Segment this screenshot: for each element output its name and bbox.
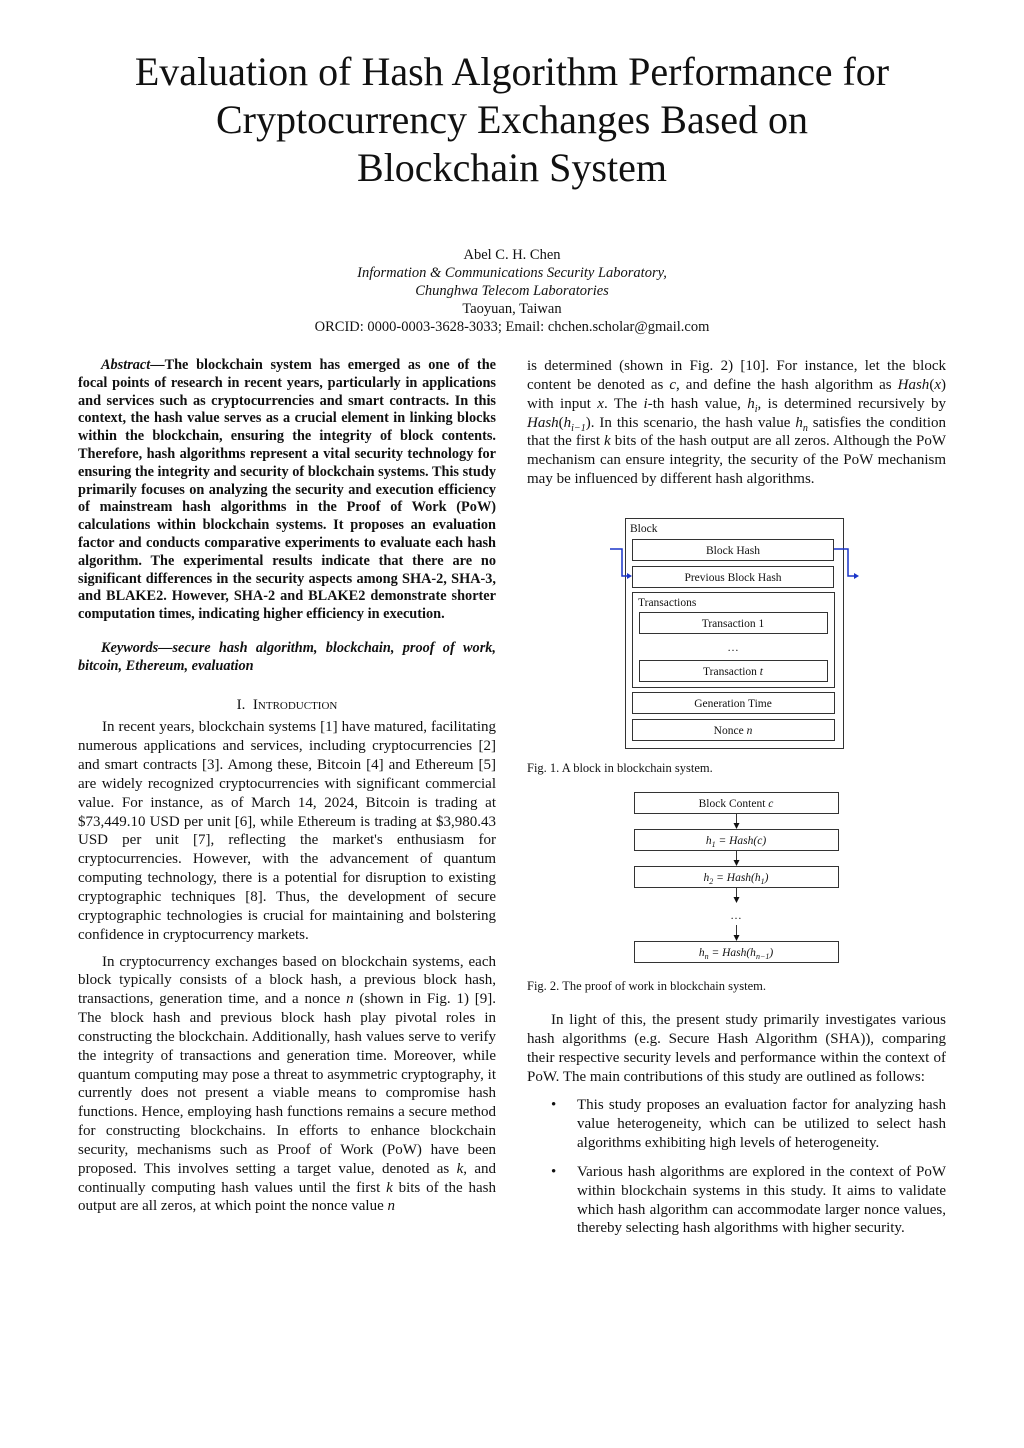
title-line: Blockchain System (357, 145, 667, 190)
content-label: Block Content c (698, 798, 774, 810)
list-item (527, 1096, 946, 1153)
block-hash-label: Block Hash (706, 545, 760, 557)
keywords: Keywords—secure hash algorithm, blockchain, proof of work, bitcoin, Ethereum, evaluation (78, 639, 496, 674)
intro-paragraph-1: In recent years, blockchain systems [1] have matured, facilitating numerous applications and services, including cryptocurrencies [2] and smart contracts [3]. Among these, Bitcoin [4] and Ethereum [5] are widely recognized cryptocurrencies with significant commercial value. For instance, as of March 14, 2024, Bitcoin is trading at $73,449.10 USD per unit [6], while Ethereum is trading at $3,980.43 USD per unit [7], reflecting the market's enthusiasm for cryptocurrencies. However, with the advancement of quantum computing technology, there is a potential for disruption to existing cryptographic techniques [8]. Thus, the development of secure cryptographic technologies is crucial for maintaining and bolstering confidence in cryptocurrency markets. (78, 719, 496, 943)
figure-2-caption: Fig. 2. The proof of work in blockchain system. (527, 979, 766, 993)
intro-paragraph-2: In cryptocurrency exchanges based on blockchain systems, each block typically consists of a block hash, a previous block hash, transactions, generation time, and a nonce n (shown in Fig. 1) [9]. The block hash and previous block hash play pivotal roles in constructing the blockchain. Additionally, hash values serve to verify the integrity of transactions and generation time. Moreover, while quantum computing may pose a threat to asymmetric cryptography, it currently does not present a viable means to compromise hash functions. Hence, employing hash functions remains a secure method for constructing blockchains. In efforts to enhance blockchain security, mechanisms such as Proof of Work (PoW) have been proposed. This involves setting a target value, denoted as k, and continually computing hash values until the first k bits of the hash output are all zeros, at which point the nonce value n (78, 953, 496, 1215)
section-number: I. (236, 696, 246, 713)
list-item-text: Various hash algorithms are explored in the context of PoW within blockchain systems in this study. It aims to validate which hash algorithm can accommodate larger nonce values, thereby selecting hash algorithms with higher security. (577, 1163, 946, 1237)
ellipsis: … (727, 642, 739, 654)
author-affiliation: Chunghwa Telecom Laboratories (415, 283, 609, 299)
h1-label: $h_1$ = Hash(c) (705, 835, 767, 849)
paragraph-text: is determined (shown in Fig. 2) [10]. For instance, let the block content be denoted as c, and define the hash algorithm as Hash(x) with input x. The i-th hash value, $h_i$, is determined recursively by $Hash(h_{i-1})$. In this scenario, the hash value $h_n$ satisfies the condition that the first k bits of the hash output are all zeros. Although the PoW mechanism can ensure integrity, the security of the PoW mechanism may be influenced by different hash algorithms. (527, 358, 946, 488)
author-location: Taoyuan, Taiwan (462, 301, 562, 317)
list-item (527, 1163, 946, 1238)
title-line: Cryptocurrency Exchanges Based on (215, 97, 809, 142)
h2-label: $h_2$ = $Hash(h_1)$ (703, 872, 769, 886)
arrow-head-icon (627, 573, 632, 579)
right-paragraph-2 (527, 1011, 946, 1248)
bullet-icon: • (551, 1163, 557, 1180)
nonce-label: Nonce n (713, 725, 753, 737)
tx1-label: Transaction 1 (701, 618, 765, 630)
hn-label: $h_n$ = $Hash(h_{n-1})$ (698, 947, 774, 961)
section-name: Introduction (252, 696, 338, 713)
author-affiliation: Information & Communications Security Laboratory, (357, 265, 667, 281)
author-name: Abel C. H. Chen (463, 247, 561, 263)
arrow-head-icon (854, 573, 859, 579)
block-label: Block (630, 523, 658, 535)
abstract: Abstract—The blockchain system has emerged as one of the focal points of research in recent years, particularly in applications and services such as cryptocurrencies and smart contracts. In this context, the hash value serves as a crucial element in linking blocks within the blockchain, ensuring the integrity of block contents. Therefore, hash algorithms represent a vital security technology for ensuring the integrity and security of blockchain systems. This study primarily focuses on analyzing the security and execution efficiency of mainstream hash algorithms in the Proof of Work (PoW) calculations within blockchain systems. It proposes an evaluation factor and conducts comparative experiments to evaluate each hash algorithm. The experimental results indicate that there are no significant differences in the security aspects among SHA-2, SHA-3, and BLAKE2. However, SHA-2 and BLAKE2 demonstrate shorter computation times, indicating higher efficiency in execution. (78, 357, 496, 623)
outgoing-arrow-line (834, 549, 856, 576)
gen-time-label: Generation Time (694, 698, 772, 710)
txt-label: Transaction t (703, 666, 763, 678)
transactions-label: Transactions (638, 597, 697, 609)
prev-hash-label: Previous Block Hash (684, 572, 782, 584)
title-line: Evaluation of Hash Algorithm Performance for (134, 49, 890, 94)
ellipsis: … (730, 910, 742, 922)
list-item-text: This study proposes an evaluation factor for analyzing hash value heterogeneity, which can be utilized to select hash algorithms exhibiting high levels of heterogeneity. (577, 1097, 946, 1152)
figure-1-caption: Fig. 1. A block in blockchain system. (527, 761, 713, 775)
author-contact: ORCID: 0000-0003-3628-3033; Email: chchen.scholar@gmail.com (314, 319, 710, 335)
contributions-list (527, 1096, 946, 1238)
bullet-icon: • (551, 1097, 557, 1114)
paragraph-text: In light of this, the present study primarily investigates various hash algorithms (e.g. Secure Hash Algorithm (SHA)), comparing their respective security levels and performance within the context of PoW. The main contributions of this study are outlined as follows: (527, 1012, 946, 1085)
incoming-arrow-line (610, 549, 630, 576)
